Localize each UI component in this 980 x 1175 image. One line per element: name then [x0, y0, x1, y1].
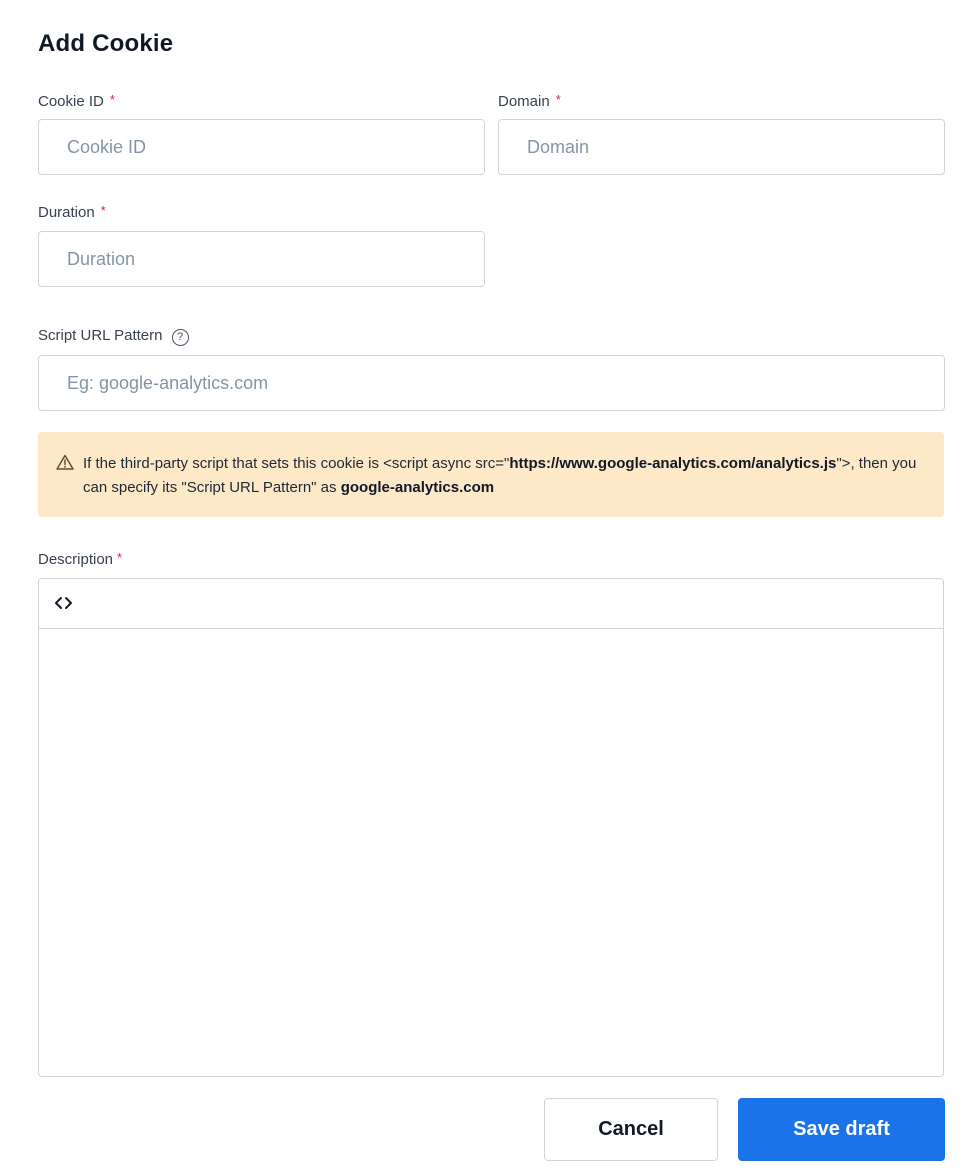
required-asterisk: *: [555, 92, 561, 107]
script-url-pattern-label: [38, 327, 189, 346]
editor-toolbar: [39, 579, 943, 629]
required-asterisk: *: [100, 203, 106, 218]
description-label-text: Description: [38, 551, 114, 568]
description-editor: [38, 578, 944, 1077]
description-label: [38, 550, 122, 568]
domain-label-text: Domain: [498, 93, 550, 110]
domain-label: [498, 92, 561, 110]
cookie-id-label: [38, 92, 115, 110]
domain-input[interactable]: [498, 119, 945, 175]
question-circle-icon[interactable]: ?: [172, 329, 189, 346]
alert-message: [83, 452, 923, 500]
script-url-pattern-input[interactable]: [38, 355, 945, 411]
warning-triangle-icon: [56, 454, 74, 475]
code-brackets-icon[interactable]: [51, 591, 79, 615]
alert-text-part2: ">, then you can specify its "Script URL Pattern" as: [83, 455, 917, 496]
dialog-title: Add Cookie: [38, 30, 174, 57]
duration-input[interactable]: [38, 231, 485, 287]
cookie-id-input[interactable]: [38, 119, 485, 175]
script-url-pattern-label-text: Script URL Pattern: [38, 327, 163, 344]
duration-label: [38, 203, 106, 221]
description-text-area[interactable]: [39, 629, 943, 1076]
script-url-info-alert: [38, 432, 944, 517]
cookie-id-label-text: Cookie ID: [38, 93, 104, 110]
duration-label-text: Duration: [38, 204, 95, 221]
required-asterisk: *: [117, 550, 123, 565]
save-draft-button[interactable]: Save draft: [738, 1098, 945, 1161]
alert-bold-pattern: google-analytics.com: [340, 479, 495, 496]
required-asterisk: *: [109, 92, 115, 107]
alert-bold-url: https://www.google-analytics.com/analytics.js: [509, 455, 837, 472]
cancel-button[interactable]: Cancel: [544, 1098, 718, 1161]
alert-text-part1: If the third-party script that sets this cookie is <script async src=": [83, 455, 510, 472]
